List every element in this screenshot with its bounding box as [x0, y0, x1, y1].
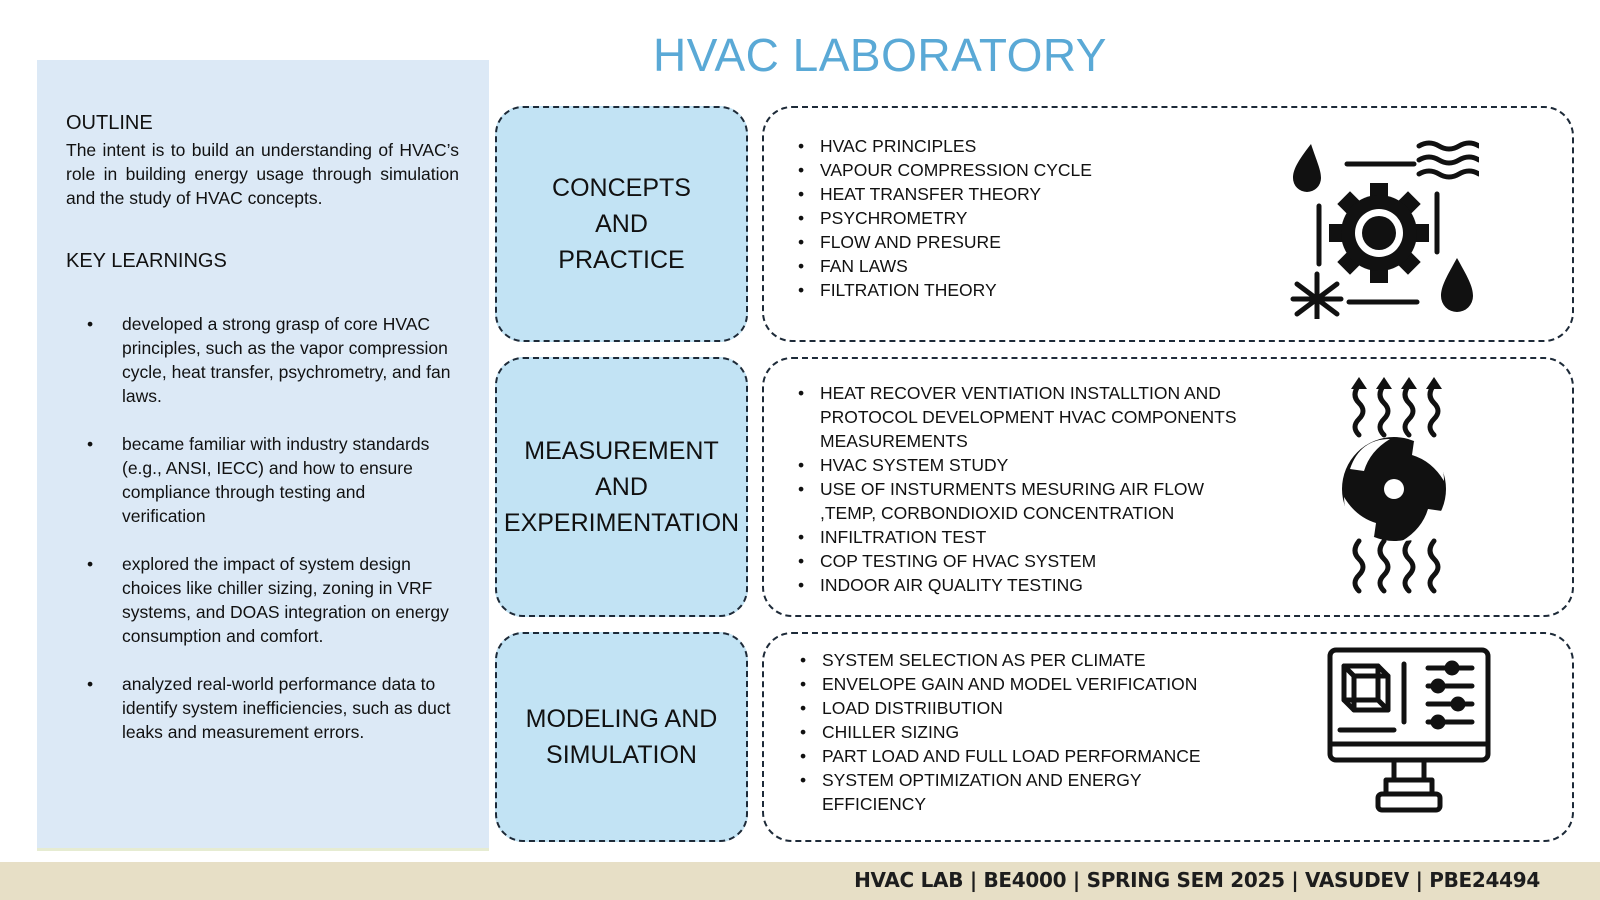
concepts-detail-box [762, 106, 1574, 342]
computer-model-icon [1324, 646, 1494, 823]
list-item: • ENVELOPE GAIN AND MODEL VERIFICATION [800, 672, 1220, 696]
outline-heading: OUTLINE [66, 112, 153, 134]
measurement-list [798, 381, 1258, 597]
concepts-list [798, 134, 1092, 302]
modeling-list [800, 648, 1220, 816]
list-item: • USE OF INSTURMENTS MESURING AIR FLOW ,TEMP, CORBONDIOXID CONCENTRATION [798, 477, 1258, 525]
key-learnings-list [37, 312, 489, 768]
list-item: • CHILLER SIZING [800, 720, 1220, 744]
category-measurement-experimentation: MEASUREMENT AND EXPERIMENTATION [495, 357, 748, 617]
list-item: • HEAT RECOVER VENTIATION INSTALLTION AND PROTOCOL DEVELOPMENT HVAC COMPONENTS MEASUREMENTS [798, 381, 1258, 453]
category-modeling-simulation: MODELING AND SIMULATION [495, 632, 748, 842]
list-item: • PART LOAD AND FULL LOAD PERFORMANCE [800, 744, 1220, 768]
list-item: • LOAD DISTRIIBUTION [800, 696, 1220, 720]
list-item: • HVAC PRINCIPLES [798, 134, 1092, 158]
list-item: • HEAT TRANSFER THEORY [798, 182, 1092, 206]
key-learnings-heading: KEY LEARNINGS [66, 250, 227, 272]
outline-text: The intent is to build an understanding of HVAC’s role in building energy usage through simulation and the study of HVAC concepts. [66, 140, 459, 208]
measurement-detail-box [762, 357, 1574, 617]
key-learning-item: • became familiar with industry standards (e.g., ANSI, IECC) and how to ensure compliance through testing and verification [87, 434, 430, 526]
page-title: HVAC LABORATORY [652, 29, 1107, 81]
list-item: • SYSTEM OPTIMIZATION AND ENERGY EFFICIENCY [800, 768, 1220, 816]
modeling-detail-box [762, 632, 1574, 842]
list-item: • INDOOR AIR QUALITY TESTING [798, 573, 1258, 597]
list-item: • COP TESTING OF HVAC SYSTEM [798, 549, 1258, 573]
footer-text: HVAC LAB | BE4000 | SPRING SEM 2025 | VASUDEV | PBE24494 [854, 868, 1540, 892]
list-item: • SYSTEM SELECTION AS PER CLIMATE [800, 648, 1220, 672]
list-item: • HVAC SYSTEM STUDY [798, 453, 1258, 477]
fan-airflow-icon [1334, 373, 1454, 600]
list-item: • FILTRATION THEORY [798, 278, 1092, 302]
list-item: • PSYCHROMETRY [798, 206, 1092, 230]
key-learning-item: • developed a strong grasp of core HVAC principles, such as the vapor compression cycle, heat transfer, psychrometry, and fan laws. [87, 314, 451, 406]
key-learning-item: • analyzed real-world performance data to identify system inefficiencies, such as duct leaks and measurement errors. [87, 674, 451, 742]
category-concepts-practice: CONCEPTS AND PRACTICE [495, 106, 748, 342]
outline-panel [37, 60, 489, 851]
list-item: • VAPOUR COMPRESSION CYCLE [798, 158, 1092, 182]
hvac-gear-icon [1289, 134, 1479, 324]
key-learning-item: • explored the impact of system design choices like chiller sizing, zoning in VRF systems, and DOAS integration on energy consumption and comfort. [87, 554, 449, 646]
list-item: • FLOW AND PRESURE [798, 230, 1092, 254]
list-item: • INFILTRATION TEST [798, 525, 1258, 549]
list-item: • FAN LAWS [798, 254, 1092, 278]
footer-bar [0, 862, 1600, 900]
